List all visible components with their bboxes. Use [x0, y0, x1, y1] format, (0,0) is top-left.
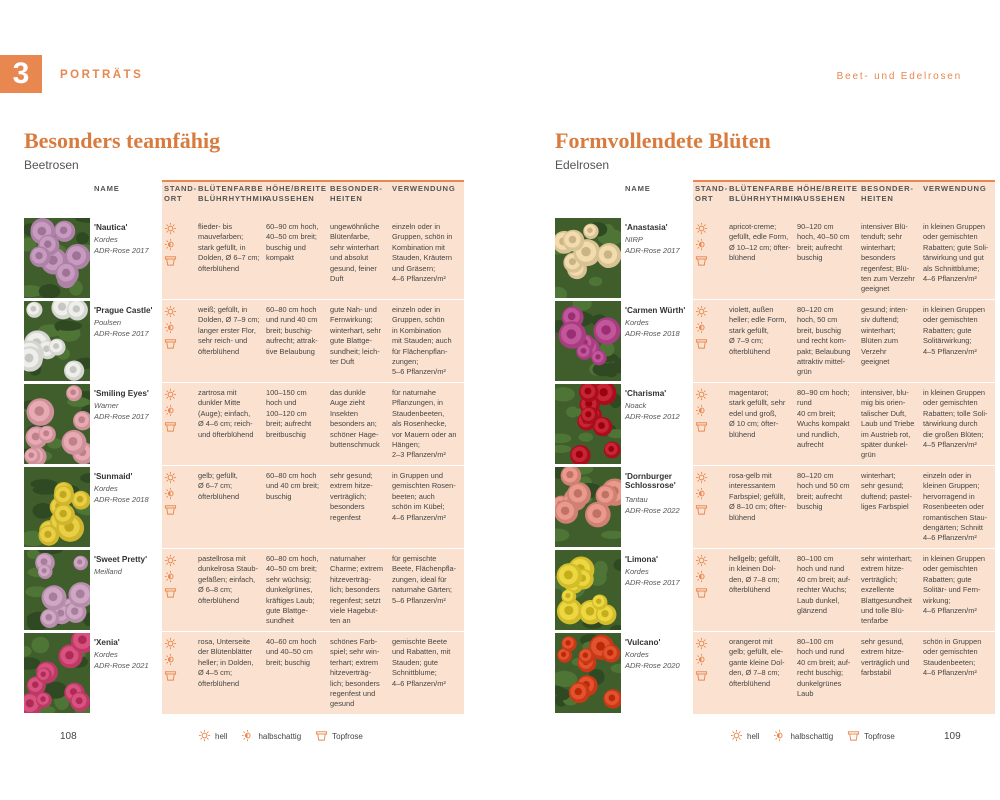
row-divider: [162, 631, 464, 632]
right-page: [520, 0, 1000, 800]
cell-hoehe: 60–80 cm hoch und 40 cm breit; buschig: [266, 471, 319, 501]
sun-icon: [164, 637, 177, 650]
table-top-rule: [693, 180, 995, 182]
table-row: [555, 216, 995, 299]
column-header-bluete: BLÜTENFARBE BLÜHRHYTHMIK: [198, 184, 269, 203]
legend-topfrose: Topfrose: [332, 732, 363, 741]
pot-icon: [847, 729, 860, 744]
cell-hoehe: 80–100 cm hoch und rund 40 cm breit; auf- recht buschig; dunkelgrünes Laub: [797, 637, 851, 699]
legend-halbschattig: halbschattig: [258, 732, 302, 741]
cell-verwendung: in kleinen Gruppen oder gemischten Rabatten; gute Solitär- und Fern- wirkung; 4–6 Pflanzen/m²: [923, 554, 986, 616]
sun-icon: [695, 388, 708, 401]
table-row: [555, 382, 995, 465]
rose-breeder: Kordes ADR-Rose 2017: [94, 235, 149, 255]
half-shade-icon: [695, 570, 708, 583]
cell-bluete: rosa-gelb mit interessantem Farbspiel; gefüllt, Ø 8–10 cm; öfter- blühend: [729, 471, 787, 522]
pot-icon: [315, 729, 328, 744]
pot-icon: [164, 420, 177, 433]
pot-icon: [164, 337, 177, 350]
page-number: 108: [60, 731, 77, 742]
half-shade-icon: [164, 487, 177, 500]
half-shade-icon: [164, 238, 177, 251]
rose-breeder: NIRP ADR-Rose 2017: [625, 235, 680, 255]
table-row: [555, 465, 995, 548]
rose-name: 'Xenia': [94, 638, 120, 647]
chapter-number: 3: [0, 55, 42, 93]
table-top-rule: [162, 180, 464, 182]
row-divider: [162, 299, 464, 300]
legend-hell: hell: [747, 732, 760, 741]
column-header-standort: STAND- ORT: [164, 184, 197, 203]
cell-besonder: sehr winterhart; extrem hitze- verträglich; exzellente Blattgesundheit und tolle Blü- tenfarbe: [861, 554, 912, 626]
sun-icon: [198, 729, 211, 744]
cell-bluete: zartrosa mit dunkler Mitte (Auge); einfach, Ø 4–6 cm; reich- und öfterblühend: [198, 388, 254, 439]
cell-bluete: violett, außen heller; edle Form, stark gefüllt, Ø 7–9 cm; öfterblühend: [729, 305, 787, 356]
table-row: [24, 216, 464, 299]
cell-bluete: apricot-creme; gefüllt, edle Form, Ø 10–12 cm; öfter- blühend: [729, 222, 791, 263]
cell-verwendung: gemischte Beete und Rabatten, mit Stauden; gute Schnittblume; 4–6 Pflanzen/m²: [392, 637, 451, 688]
legend: [198, 729, 363, 744]
cell-bluete: weiß; gefüllt, in Dolden, Ø 7–9 cm; langer erster Flor, sehr reich- und öfterblühend: [198, 305, 260, 356]
pot-icon: [695, 503, 708, 516]
legend-halbschattig: halbschattig: [790, 732, 834, 741]
cell-hoehe: 90–120 cm hoch, 40–50 cm breit; aufrecht buschig: [797, 222, 850, 263]
column-header-bluete: BLÜTENFARBE BLÜHRHYTHMIK: [729, 184, 800, 203]
cell-hoehe: 60–90 cm hoch, 40–50 cm breit; buschig und kompakt: [266, 222, 319, 263]
cell-verwendung: einzeln oder in Gruppen, schön in Kombination mit Stauden; auch für Flächenpflan- zungen; 5–6 Pflanzen/m²: [392, 305, 452, 377]
cell-verwendung: in kleinen Gruppen oder gemischten Rabatten; gute Solitärwirkung; 4–5 Pflanzen/m²: [923, 305, 986, 356]
standort-icons: [695, 637, 709, 685]
rose-table: [24, 180, 464, 720]
legend-topfrose: Topfrose: [864, 732, 895, 741]
rose-breeder: Kordes ADR-Rose 2020: [625, 650, 680, 670]
cell-besonder: naturnaher Charme; extrem hitzeverträg- lich; besonders regenfest; setzt viele Hagebut- ten an: [330, 554, 383, 626]
table-row: [24, 631, 464, 714]
cell-hoehe: 60–80 cm hoch und rund 40 cm breit; buschig- aufrecht; attrak- tive Belaubung: [266, 305, 318, 356]
rose-breeder: Kordes ADR-Rose 2021: [94, 650, 149, 670]
half-shade-icon: [695, 487, 708, 500]
standort-icons: [695, 388, 709, 436]
cell-bluete: orangerot mit gelb; gefüllt, ele- gante kleine Dol- den, Ø 7–8 cm; öfterblühend: [729, 637, 785, 688]
sun-icon: [164, 471, 177, 484]
rose-name: 'Sweet Pretty': [94, 555, 148, 564]
rose-photo: [24, 467, 90, 547]
pot-icon: [695, 669, 708, 682]
table-row: [555, 299, 995, 382]
standort-icons: [164, 388, 178, 436]
rose-name: 'Sunmaid': [94, 472, 133, 481]
page-title: Formvollendete Blüten: [555, 128, 771, 153]
sun-icon: [695, 222, 708, 235]
column-header-verwendung: VERWENDUNG: [923, 184, 987, 193]
standort-icons: [695, 222, 709, 270]
cell-bluete: flieder- bis mauvefarben; stark gefüllt, in Dolden, Ø 6–7 cm; öfterblühend: [198, 222, 260, 273]
sun-icon: [164, 554, 177, 567]
standort-icons: [695, 305, 709, 353]
rose-name: 'Anastasia': [625, 223, 668, 232]
rose-name: 'Smiling Eyes': [94, 389, 149, 398]
section-label-right: Beet- und Edelrosen: [836, 71, 962, 82]
rose-photo: [555, 633, 621, 713]
rose-breeder: Kordes ADR-Rose 2018: [94, 484, 149, 504]
sun-icon: [164, 305, 177, 318]
half-shade-icon: [695, 404, 708, 417]
cell-besonder: gute Nah- und Fernwirkung; winterhart, sehr gute Blattge- sundheit; leich- ter Duft: [330, 305, 381, 367]
cell-bluete: hellgelb; gefüllt, in kleinen Dol- den, Ø 7–8 cm; öfterblühend: [729, 554, 781, 595]
page-subtitle: Edelrosen: [555, 158, 610, 172]
cell-besonder: das dunkle Auge zieht Insekten besonders an; schöner Hage- buttenschmuck: [330, 388, 380, 450]
cell-hoehe: 80–90 cm hoch; rund 40 cm breit; Wuchs kompakt und rundlich, aufrecht: [797, 388, 850, 450]
row-divider: [693, 548, 995, 549]
standort-icons: [695, 554, 709, 602]
rose-name: 'Limona': [625, 555, 659, 564]
page-number: 109: [944, 731, 961, 742]
column-header-besonder: BESONDER- HEITEN: [861, 184, 914, 203]
pot-icon: [164, 669, 177, 682]
cell-hoehe: 80–100 cm hoch und rund 40 cm breit; auf- rechter Wuchs; Laub dunkel, glänzend: [797, 554, 851, 616]
cell-verwendung: in kleinen Gruppen oder gemischten Rabatten; tolle Soli- tärwirkung durch die großen Blüten; 4–5 Pflanzen/m²: [923, 388, 988, 450]
pot-icon: [164, 254, 177, 267]
cell-verwendung: einzeln oder in Gruppen, schön in Kombination mit Stauden, Kräutern und Gräsern; 4–6 Pflanzen/m²: [392, 222, 453, 284]
cell-besonder: sehr gesund; extrem hitze- verträglich; besonders regenfest: [330, 471, 373, 522]
table-row: [555, 548, 995, 631]
half-shade-icon: [164, 570, 177, 583]
half-shade-icon: [773, 729, 786, 744]
pot-icon: [695, 586, 708, 599]
cell-verwendung: für gemischte Beete, Flächenpfla- zungen, ideal für naturnahe Gärten; 5–6 Pflanzen/m²: [392, 554, 457, 605]
rose-breeder: Kordes ADR-Rose 2018: [625, 318, 680, 338]
column-header-hoehe: HÖHE/BREITE AUSSEHEN: [797, 184, 858, 203]
standort-icons: [164, 637, 178, 685]
cell-besonder: ungewöhnliche Blütenfarbe, sehr winterhart und absolut gesund, feiner Duft: [330, 222, 380, 284]
cell-verwendung: für naturnahe Pflanzungen, in Staudenbeeten, als Rosenhecke, vor Mauern oder an Hängen; 2–3 Pflanzen/m²: [392, 388, 457, 460]
rose-name: 'Carmen Würth': [625, 306, 686, 315]
sun-icon: [695, 305, 708, 318]
standort-icons: [164, 222, 178, 270]
rose-photo: [24, 384, 90, 464]
cell-hoehe: 100–150 cm hoch und 100–120 cm breit; aufrecht breitbuschig: [266, 388, 312, 439]
legend: [730, 729, 895, 744]
row-divider: [162, 382, 464, 383]
column-header-name: NAME: [94, 184, 120, 193]
cell-verwendung: in Gruppen und gemischten Rosen- beeten; auch schön im Kübel; 4–6 Pflanzen/m²: [392, 471, 456, 522]
page-subtitle: Beetrosen: [24, 158, 79, 172]
column-header-besonder: BESONDER- HEITEN: [330, 184, 383, 203]
column-header-verwendung: VERWENDUNG: [392, 184, 456, 193]
rose-breeder: Warner ADR-Rose 2017: [94, 401, 149, 421]
rose-photo: [555, 467, 621, 547]
row-divider: [162, 548, 464, 549]
standort-icons: [695, 471, 709, 519]
rose-photo: [555, 550, 621, 630]
cell-hoehe: 80–120 cm hoch und 50 cm breit; aufrecht buschig: [797, 471, 850, 512]
table-row: [24, 465, 464, 548]
rose-name: 'Nautica': [94, 223, 128, 232]
cell-besonder: intensiver, blu- mig bis orien- talischer Duft, Laub und Triebe im Austrieb rot, später dunkel- grün: [861, 388, 915, 460]
cell-bluete: gelb; gefüllt, Ø 6–7 cm; öfterblühend: [198, 471, 240, 501]
table-row: [24, 548, 464, 631]
cell-besonder: gesund; inten- siv duftend; winterhart; Blüten zum Verzehr geeignet: [861, 305, 908, 367]
half-shade-icon: [164, 321, 177, 334]
column-header-standort: STAND- ORT: [695, 184, 728, 203]
rose-photo: [24, 633, 90, 713]
standort-icons: [164, 305, 178, 353]
table-row: [24, 299, 464, 382]
half-shade-icon: [695, 238, 708, 251]
cell-verwendung: in kleinen Gruppen oder gemischten Rabatten; gute Soli- tärwirkung und gut als Schnittblume; 4–6 Pflanzen/m²: [923, 222, 989, 284]
sun-icon: [695, 471, 708, 484]
rose-breeder: Noack ADR-Rose 2012: [625, 401, 680, 421]
table-row: [555, 631, 995, 714]
rose-photo: [555, 301, 621, 381]
section-label: PORTRÄTS: [60, 69, 144, 81]
cell-hoehe: 60–80 cm hoch, 40–50 cm breit; sehr wüchsig; dunkelgrünes, kräftiges Laub; gute Blattge- sundheit: [266, 554, 319, 626]
cell-verwendung: einzeln oder in kleinen Gruppen; hervorragend in Rosenbeeten oder romantischen Stau- dengärten; Schnitt 4–6 Pflanzen/m²: [923, 471, 988, 543]
pot-icon: [695, 420, 708, 433]
sun-icon: [164, 388, 177, 401]
rose-name: 'Prague Castle': [94, 306, 153, 315]
rose-photo: [24, 218, 90, 298]
row-divider: [162, 465, 464, 466]
pot-icon: [695, 337, 708, 350]
row-divider: [693, 631, 995, 632]
rose-table: [555, 180, 995, 720]
rose-photo: [24, 550, 90, 630]
page-title: Besonders teamfähig: [24, 128, 221, 153]
legend-hell: hell: [215, 732, 228, 741]
rose-photo: [555, 384, 621, 464]
cell-besonder: sehr gesund, extrem hitze- verträglich und farbstabil: [861, 637, 910, 678]
standort-icons: [164, 471, 178, 519]
row-divider: [693, 382, 995, 383]
cell-bluete: rosa, Unterseite der Blütenblätter heller; in Dolden, Ø 4–5 cm; öfterblühend: [198, 637, 254, 688]
sun-icon: [164, 222, 177, 235]
cell-verwendung: schön in Gruppen oder gemischten Staudenbeeten; 4–6 Pflanzen/m²: [923, 637, 982, 678]
rose-photo: [555, 218, 621, 298]
half-shade-icon: [241, 729, 254, 744]
left-page: [0, 0, 480, 800]
half-shade-icon: [164, 653, 177, 666]
rose-breeder: Poulsen ADR-Rose 2017: [94, 318, 149, 338]
cell-besonder: intensiver Blü- tenduft; sehr winterhart; besonders regenfest; Blü- ten zum Verzehr geeignet: [861, 222, 915, 294]
cell-hoehe: 80–120 cm hoch, 50 cm breit, buschig und recht kom- pakt; Belaubung attraktiv mittel- grün: [797, 305, 851, 377]
cell-besonder: winterhart; sehr gesund; duftend; pastel- liges Farbspiel: [861, 471, 912, 512]
column-header-name: NAME: [625, 184, 651, 193]
row-divider: [693, 299, 995, 300]
rose-breeder: Meilland: [94, 567, 122, 576]
cell-bluete: pastellrosa mit dunkelrosa Staub- gefäßen; einfach, Ø 6–8 cm; öfterblühend: [198, 554, 258, 605]
half-shade-icon: [695, 321, 708, 334]
rose-name: 'Vulcano': [625, 638, 661, 647]
column-header-hoehe: HÖHE/BREITE AUSSEHEN: [266, 184, 327, 203]
rose-photo: [24, 301, 90, 381]
half-shade-icon: [164, 404, 177, 417]
standort-icons: [164, 554, 178, 602]
table-row: [24, 382, 464, 465]
cell-bluete: magentarot; stark gefüllt, sehr edel und groß, Ø 10 cm; öfter- blühend: [729, 388, 786, 439]
sun-icon: [695, 637, 708, 650]
rose-name: 'Dornburger Schlossrose': [625, 472, 676, 490]
pot-icon: [695, 254, 708, 267]
rose-breeder: Kordes ADR-Rose 2017: [625, 567, 680, 587]
half-shade-icon: [695, 653, 708, 666]
rose-breeder: Tantau ADR-Rose 2022: [625, 495, 680, 515]
cell-hoehe: 40–60 cm hoch und 40–50 cm breit; buschig: [266, 637, 317, 667]
pot-icon: [164, 586, 177, 599]
cell-besonder: schönes Farb- spiel; sehr win- terhart; extrem hitzeverträg- lich; besonders regenfest und gesund: [330, 637, 380, 709]
row-divider: [693, 465, 995, 466]
sun-icon: [730, 729, 743, 744]
pot-icon: [164, 503, 177, 516]
sun-icon: [695, 554, 708, 567]
rose-name: 'Charisma': [625, 389, 667, 398]
